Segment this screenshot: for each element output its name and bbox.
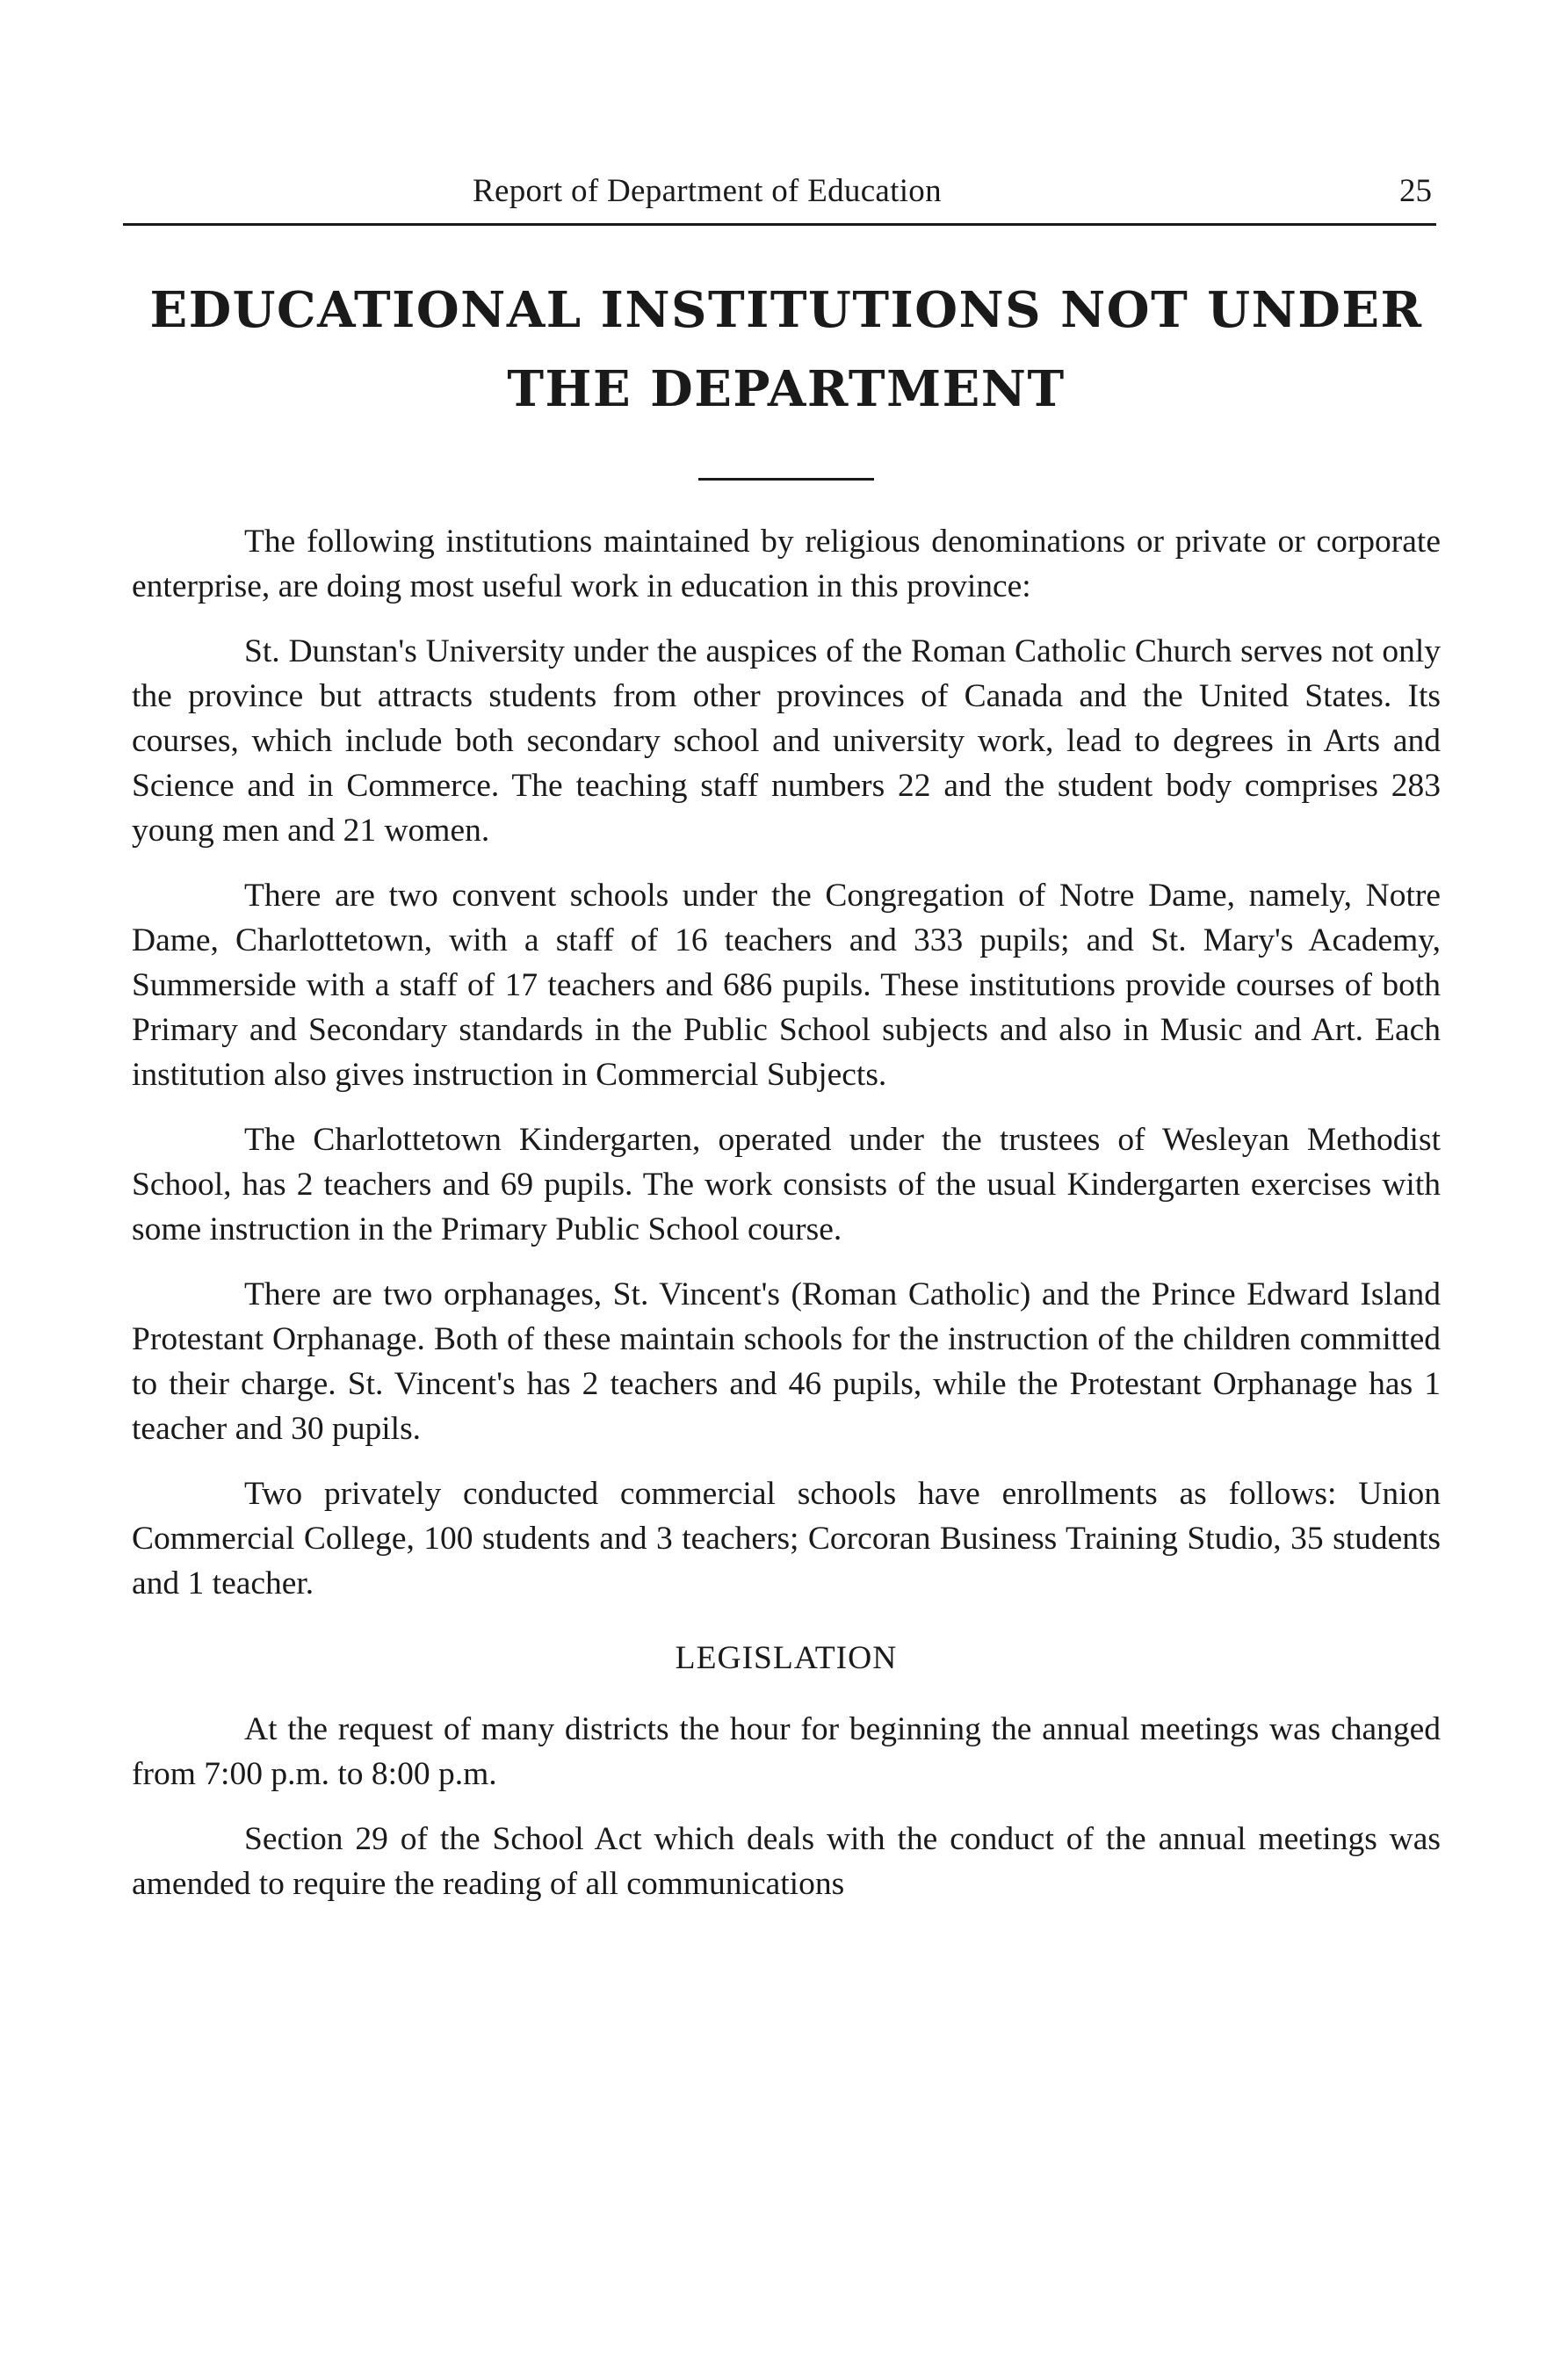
page-title: [132, 271, 1441, 429]
header-rule: [123, 223, 1436, 226]
paragraph-commercial-schools: Two privately conducted commercial schools have enrollments as follows: Union Commercial College, 100 students and 3 teachers; Corcoran Business Training Studio, 35 students and 1 teacher.: [132, 1476, 1441, 1601]
section-heading-legislation: LEGISLATION: [675, 1640, 898, 1676]
document-page: [132, 0, 1441, 1927]
running-header: [132, 172, 1441, 225]
title-rule: [698, 478, 874, 481]
page-number: 25: [1399, 173, 1432, 209]
paragraph-section-29: Section 29 of the School Act which deals with the conduct of the annual meetings was amended to require the reading of all communications: [132, 1821, 1441, 1902]
body-text: [132, 519, 1441, 1906]
paragraph-orphanages: There are two orphanages, St. Vincent's (Roman Catholic) and the Prince Edward Island Protestant Orphanage. Both of these maintain schools for the instruction of the children committed to their charge. St. Vincent's has 2 teachers and 46 pupils, while the Protestant Orphanage has 1 teacher and 30 pupils.: [132, 1276, 1441, 1447]
paragraph-meeting-hour: At the request of many districts the hour for beginning the annual meetings was changed from 7:00 p.m. to 8:00 p.m.: [132, 1711, 1441, 1792]
paragraph-kindergarten: The Charlottetown Kindergarten, operated under the trustees of Wesleyan Methodist School, has 2 teachers and 69 pupils. The work consists of the usual Kindergarten exercises with some instruction in the Primary Public School course.: [132, 1122, 1441, 1247]
running-title: Report of Department of Education: [473, 173, 942, 209]
paragraph-intro: The following institutions maintained by religious denominations or private or corporate enterprise, are doing most useful work in education in this province:: [132, 524, 1441, 604]
page-title-line-2: THE DEPARTMENT: [507, 360, 1066, 418]
paragraph-st-dunstans: St. Dunstan's University under the auspices of the Roman Catholic Church serves not only the province but attracts students from other provinces of Canada and the United States. Its courses, which include both secondary school and university work, lead to degrees in Arts and Science and in Commerce. The teaching staff numbers 22 and the student body comprises 283 young men and 21 women.: [132, 633, 1441, 849]
paragraph-convent-schools: There are two convent schools under the Congregation of Notre Dame, namely, Notre Dame, Charlottetown, with a staff of 16 teachers and 333 pupils; and St. Mary's Academy, Summerside with a staff of 17 teachers and 686 pupils. These institutions provide courses of both Primary and Secondary standards in the Public School subjects and also in Music and Art. Each institution also gives instruction in Commercial Subjects.: [132, 878, 1441, 1093]
page-title-line-1: EDUCATIONAL INSTITUTIONS NOT UNDER: [149, 281, 1423, 339]
